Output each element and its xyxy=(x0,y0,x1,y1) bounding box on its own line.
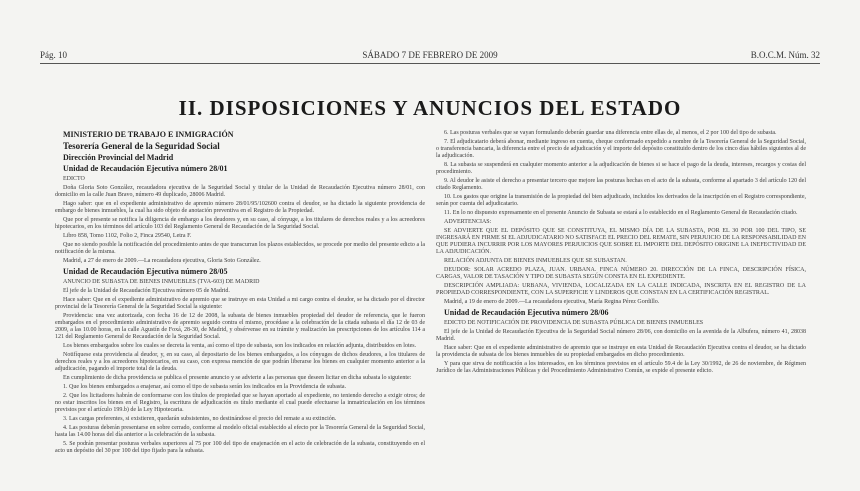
paragraph: 2. Que los licitadores habrán de conformarse con los títulos de propiedad que se hayan aportado al expediente, no teniendo derecho a exigir otros; de no estar inscritos los bienes en el Registro, la escritura de adjudicación es título mediante el cual puede efectuarse la inmatriculación en los términos previstos por el artículo 199.b) de la Ley Hipotecaria. xyxy=(55,393,425,413)
page-header xyxy=(40,50,820,64)
paragraph: RELACIÓN ADJUNTA DE BIENES INMUEBLES QUE SE SUBASTAN. xyxy=(444,258,627,264)
paragraph: 10. Los gastos que origine la transmisión de la propiedad del bien adjudicado, incluidos los derivados de la inscripción en el Registro correspondiente, serán por cuenta del adjudicatario. xyxy=(436,194,806,207)
paragraph: Hace saber: Que en el expediente administrativo de apremio que se instruye en esta Unidad de Recaudación Ejecutiva contra el deudor, se ha dictado la providencia de subasta de los bienes inmuebles de su propiedad embargados en dicho procedimiento. xyxy=(436,345,806,358)
edicto-label: EDICTO xyxy=(63,176,85,182)
paragraph: 7. El adjudicatario deberá abonar, mediante ingreso en cuenta, cheque conformado expedido a nombre de la Tesorería General de la Seguridad Social, o transferencia bancaria, la diferencia entre el precio de adjudicación y el importe del depósito constituido dentro de los cinco días hábiles siguientes al de la adjudicación. xyxy=(436,139,806,159)
unit-heading: Unidad de Recaudación Ejecutiva número 28/01 xyxy=(63,164,228,173)
paragraph: 4. Las posturas deberán presentarse en sobre cerrado, conforme al modelo oficial establecido al efecto por la Tesorería General de la Seguridad Social, hasta las 14.00 horas del día anterior a la celebración de la subasta. xyxy=(55,425,425,438)
paragraph: 8. La subasta se suspenderá en cualquier momento anterior a la adjudicación de bienes si se hace el pago de la deuda, intereses, recargos y costas del procedimiento. xyxy=(436,162,806,175)
signature-line: Madrid, a 19 de enero de 2009.—La recaudadora ejecutiva, María Regina Pérez Gordillo. xyxy=(444,299,660,305)
paragraph: Notifíquese esta providencia al deudor, y, en su caso, al depositario de los bienes embargados, a los cónyuges de dichos deudores, a los titulares de derechos reales y a los acreedores hipotecarios, en su caso, con expresa mención de que podrán liberarse los bienes en cualquier momento anterior a la adjudicación, pagando el importe total de la deuda. xyxy=(55,352,425,372)
paragraph: 9. Al deudor le asiste el derecho a presentar tercero que mejore las posturas hechas en el acto de la subasta, conforme al apartado 3 del artículo 120 del citado Reglamento. xyxy=(436,178,806,191)
announcement-caption: ANUNCIO DE SUBASTA DE BIENES INMUEBLES (TVA-603) DE MADRID xyxy=(63,279,260,285)
paragraph: Los bienes embargados sobre los cuales se decreta la venta, así como el tipo de subasta, son los indicados en relación adjunta, distribuidos en lotes. xyxy=(63,343,417,349)
org-heading: Tesorería General de la Seguridad Social xyxy=(63,141,220,151)
paragraph: Hace saber: Que en el expediente administrativo de apremio que se instruye en esta Unidad a mi cargo contra el deudor, se ha dictado por el director provincial de la Tesorería General de la Seguridad Social la siguiente: xyxy=(55,297,425,310)
paragraph: DEUDOR: SOLAR ACREDO PLAZA, JUAN. URBANA. FINCA NÚMERO 20. DIRECCIÓN DE LA FINCA, DESCRIPCIÓN FÍSICA, CARGAS, VALOR DE TASACIÓN Y TIPO DE SUBASTA SEGÚN CONSTA EN EL EXPEDIENTE. xyxy=(436,267,806,280)
direction-heading: Dirección Provincial del Madrid xyxy=(63,153,174,162)
unit-heading: Unidad de Recaudación Ejecutiva número 28/06 xyxy=(444,308,609,317)
paragraph: Que por el presente se notifica la diligencia de embargo a los deudores y, en su caso, al cónyuge, a los titulares de derechos reales y a los acreedores hipotecarios, en los términos del artículo 103 del Reglamento General de Recaudación de la Seguridad Social. xyxy=(55,217,425,230)
paragraph: Libro 858, Tomo 1102, Folio 2, Finca 29540, Letra F. xyxy=(63,233,192,239)
paragraph: El jefe de la Unidad de Recaudación Ejecutiva de la Seguridad Social número 28/06, con domicilio en la avenida de la Albufera, número 41, 28038 Madrid. xyxy=(436,329,806,342)
paragraph: 1. Que los bienes embargados a enajenar, así como el tipo de subasta serán los indicados en la Providencia de subasta. xyxy=(63,384,347,390)
ministry-heading: MINISTERIO DE TRABAJO E INMIGRACIÓN xyxy=(63,130,234,139)
bulletin-number: B.O.C.M. Núm. 32 xyxy=(750,50,820,60)
left-column xyxy=(55,130,425,457)
right-column xyxy=(436,130,806,377)
paragraph: Que no siendo posible la notificación del procedimiento antes de que transcurran los plazos establecidos, se procede por medio del presente edicto a la notificación de la misma. xyxy=(55,242,425,255)
paragraph: DESCRIPCIÓN AMPLIADA: URBANA, VIVIENDA, LOCALIZADA EN LA CALLE INDICADA, INSCRITA EN EL REGISTRO DE LA PROPIEDAD CORRESPONDIENTE, CON LA SUPERFICIE Y LINDEROS QUE CONSTAN EN LA CERTIFICACIÓN REGISTRAL. xyxy=(436,283,806,296)
signature-line: Madrid, a 27 de enero de 2009.—La recaudadora ejecutiva, Gloria Soto González. xyxy=(63,258,261,264)
paragraph: 11. En lo no dispuesto expresamente en el presente Anuncio de Subasta se estará a lo establecido en el Reglamento General de Recaudación citado. xyxy=(444,210,798,216)
page-number: Pág. 10 xyxy=(40,50,67,60)
paragraph: 3. Las cargas preferentes, si existieren, quedarán subsistentes, no destinándose el precio del remate a su extinción. xyxy=(63,416,337,422)
advert-heading: ADVERTENCIAS: xyxy=(444,219,492,225)
paragraph: En cumplimiento de dicha providencia se publica el presente anuncio y se advierte a las personas que deseen licitar en dicha subasta lo siguiente: xyxy=(63,375,412,381)
paragraph: Y para que sirva de notificación a los interesados, en los términos previstos en el artículo 59.4 de la Ley 30/1992, de 26 de noviembre, de Régimen Jurídico de las Administraciones Públicas y del Procedimiento Administrativo Común, se expide el presente edicto. xyxy=(436,361,806,374)
header-rule xyxy=(40,63,820,64)
announcement-caption: EDICTO DE NOTIFICACIÓN DE PROVIDENCIA DE SUBASTA PÚBLICA DE BIENES INMUEBLES xyxy=(444,320,704,326)
paragraph: El jefe de la Unidad de Recaudación Ejecutiva número 05 de Madrid. xyxy=(63,288,230,294)
paragraph: 6. Las posturas verbales que se vayan formulando deberán guardar una diferencia entre ellas de, al menos, el 2 por 100 del tipo de subasta. xyxy=(444,130,777,136)
paragraph: SE ADVIERTE QUE EL DEPÓSITO QUE SE CONSTITUYA, EL MISMO DÍA DE LA SUBASTA, POR EL 30 POR 100 DEL TIPO, SE INGRESARÁ EN FIRME SI EL ADJUDICATARIO NO SATISFACE EL PRECIO DEL REMATE, SIN PERJUICIO DE LA RESPONSABILIDAD EN QUE PUDIERA INCURRIR POR LOS MAYORES PERJUICIOS QUE SOBRE EL IMPORTE DEL DEPÓSITO ORIGINE LA INEFECTIVIDAD DE LA ADJUDICACIÓN. xyxy=(436,228,806,255)
paragraph: Doña Gloria Soto González, recaudadora ejecutiva de la Seguridad Social y titular de la Unidad de Recaudación Ejecutiva número 28/01, con domicilio en la calle Juan Bravo, número 49 duplicado, 28006 Madrid. xyxy=(55,185,425,198)
issue-date: SÁBADO 7 DE FEBRERO DE 2009 xyxy=(362,50,498,60)
paragraph: Providencia: una vez autorizada, con fecha 16 de 12 de 2008, la subasta de bienes inmuebles propiedad del deudor de referencia, que le fueron embargados en el procedimiento administrativo de apremio seguido contra el mismo, procédase a la celebración de la citada subasta el día 12 de 03 de 2009, a las 10.00 horas, en la calle Agustín de Foxá, 28-30, de Madrid, y obsérvense en su trámite y realización las prescripciones de los artículos 114 a 121 del Reglamento General de Recaudación de la Seguridad Social. xyxy=(55,313,425,340)
paragraph: Hago saber: que en el expediente administrativo de apremio número 28/01/95/102600 contra el deudor, se ha dictado la siguiente providencia de embargo de bienes inmuebles, la cual ha sido objeto de anotación preventiva en el Registro de la Propiedad. xyxy=(55,201,425,214)
paragraph: 5. Se podrán presentar posturas verbales superiores al 75 por 100 del tipo de enajenación en el acto de celebración de la subasta, constituyendo en el acto un depósito del 30 por 100 del tipo fijado para la subasta. xyxy=(55,441,425,454)
unit-heading: Unidad de Recaudación Ejecutiva número 28/05 xyxy=(63,267,228,276)
section-title: II. DISPOSICIONES Y ANUNCIOS DEL ESTADO xyxy=(178,96,682,120)
